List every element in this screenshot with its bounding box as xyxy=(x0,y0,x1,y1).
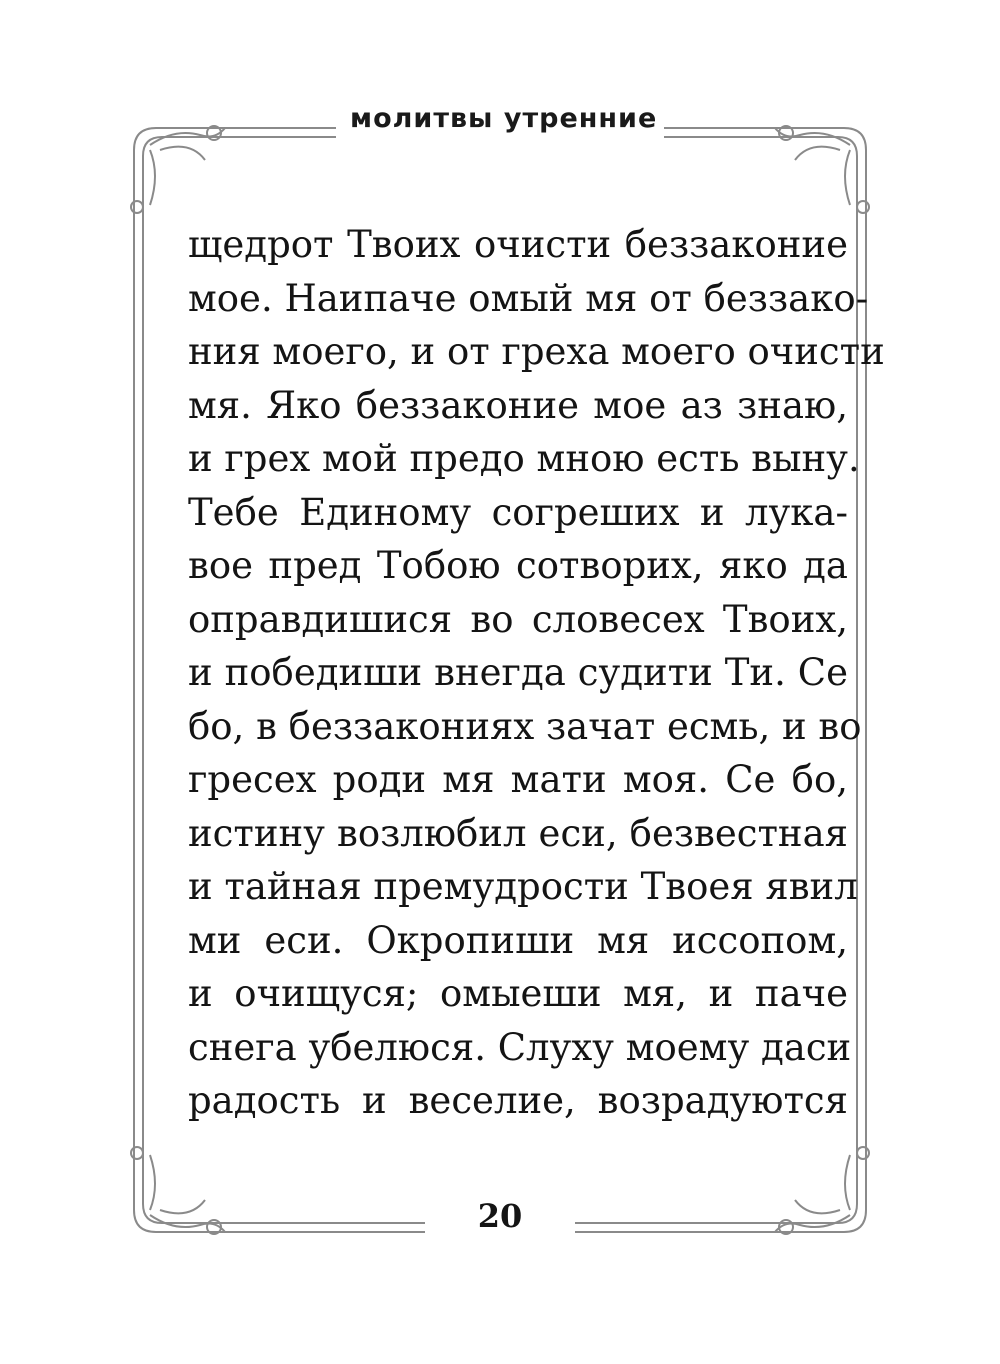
text-line: гресех роди мя мати моя. Се бо, xyxy=(188,758,848,801)
text-line: ния моего, и от греха моего очисти xyxy=(188,330,885,373)
text-line: вое пред Тобою сотворих, яко да xyxy=(188,544,848,587)
text-line: мя. Яко беззаконие мое аз знаю, xyxy=(188,383,848,427)
page-number: 20 xyxy=(477,1197,523,1235)
text-line: бо, в беззакониях зачат есмь, и во xyxy=(188,704,862,748)
text-line: щедрот Твоих очисти беззаконие xyxy=(188,223,848,266)
text-line: и очищуся; омыеши мя, и паче xyxy=(188,972,848,1015)
text-line: Тебе Единому согреших и лука- xyxy=(188,490,848,534)
corner-ornament-bottom-right xyxy=(768,1146,869,1234)
prayer-text-block xyxy=(188,218,885,1128)
text-line: истину возлюбил еси, безвестная xyxy=(188,811,848,855)
text-line: оправдишися во словесех Твоих, xyxy=(188,597,848,641)
text-line: и победиши внегда судити Ти. Се xyxy=(188,651,848,694)
text-line: ми еси. Окропиши мя иссопом, xyxy=(188,918,848,962)
text-line: мое. Наипаче омый мя от беззако- xyxy=(188,276,869,320)
frame-left-border xyxy=(134,218,143,1146)
text-line: и тайная премудрости Твоея явил xyxy=(188,865,858,908)
text-line: и грех мой предо мною есть выну. xyxy=(188,437,860,480)
running-head-title: молитвы утренние xyxy=(350,103,658,134)
text-line: снега убелюся. Слуху моему даси xyxy=(188,1025,852,1069)
corner-ornament-top-left xyxy=(131,126,232,218)
text-line: радость и веселие, возрадуются xyxy=(188,1079,848,1122)
corner-ornament-top-right xyxy=(768,126,869,218)
corner-ornament-bottom-left xyxy=(131,1146,232,1234)
